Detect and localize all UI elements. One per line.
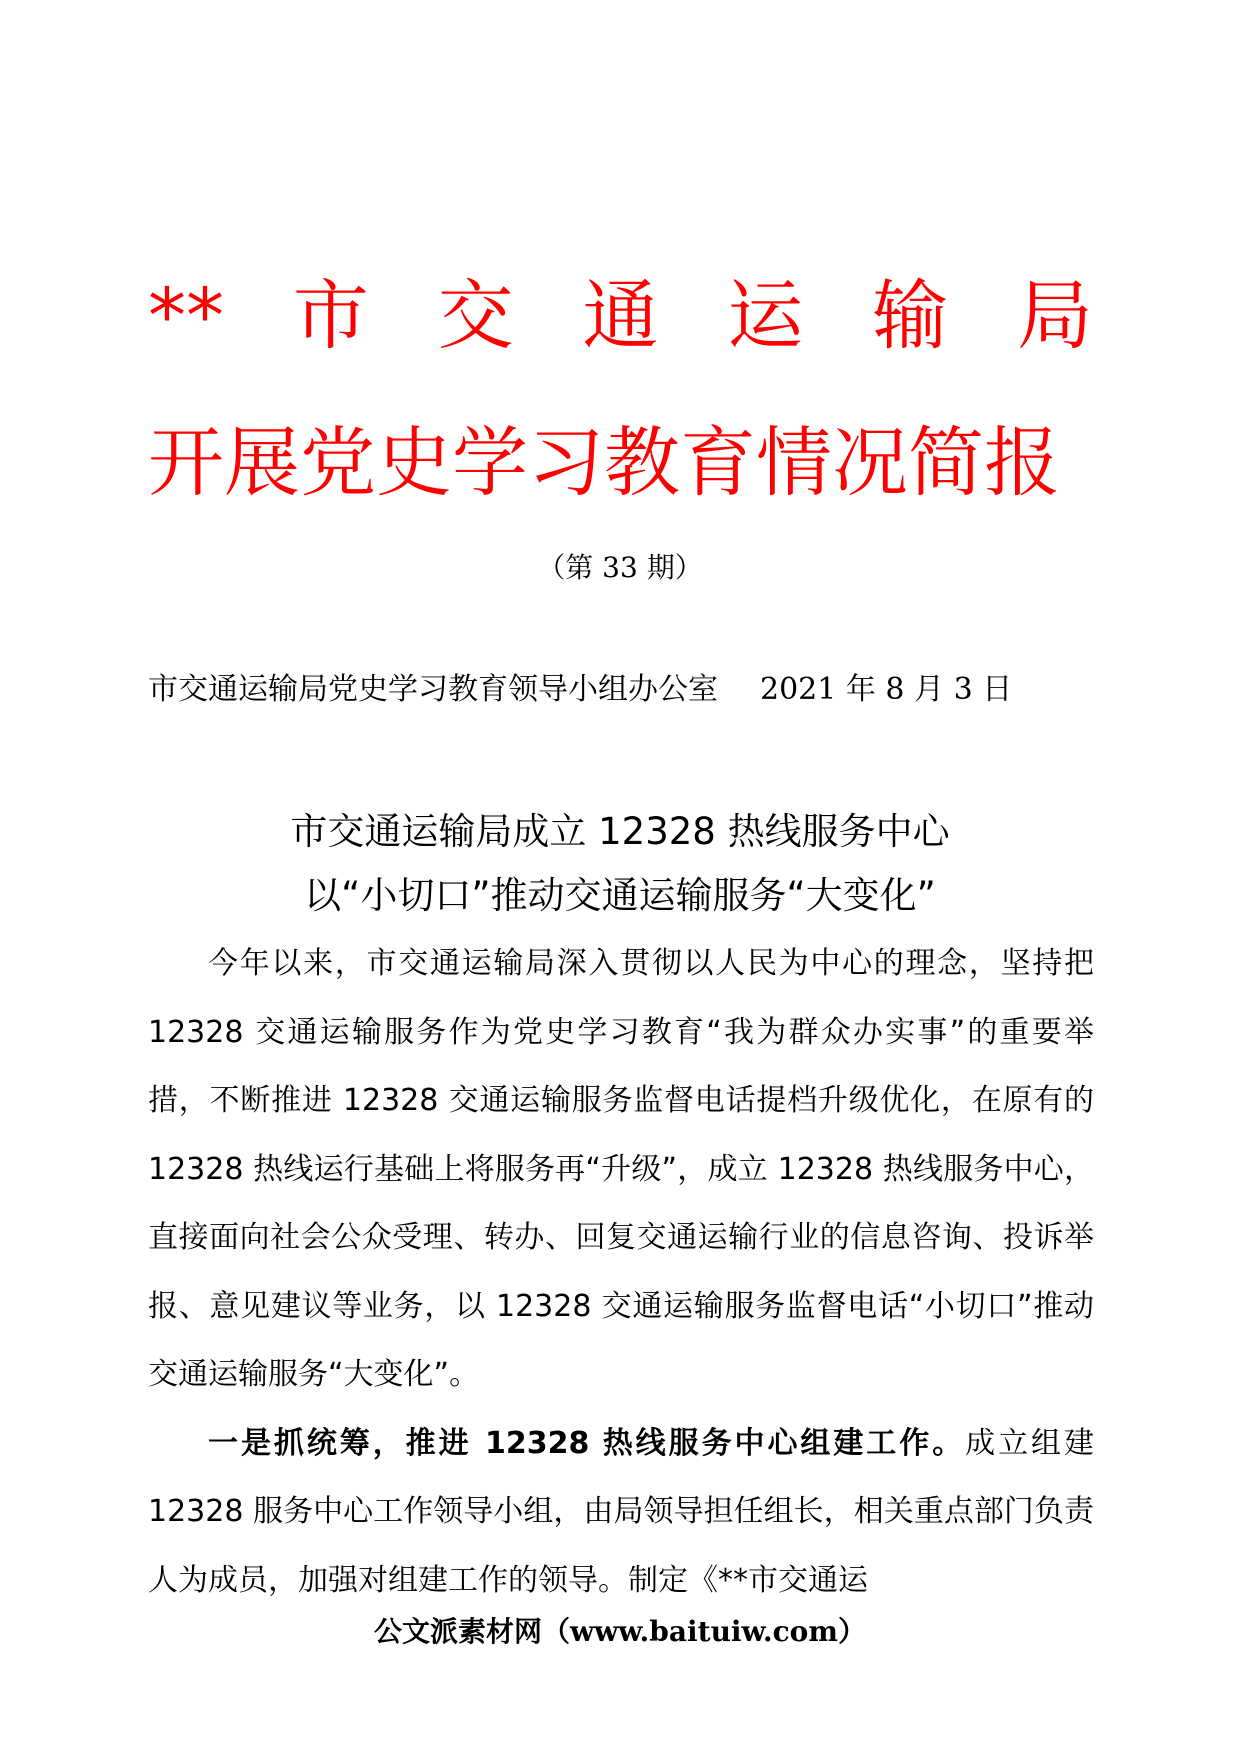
- article-body: [148, 930, 1094, 1615]
- title-part: 运: [727, 271, 804, 360]
- title-part: 通: [582, 271, 659, 360]
- issuer-organization: 市交通运输局党史学习教育领导小组办公室: [148, 672, 718, 707]
- paragraph-text: 成立组建 12328 服务中心工作领导小组，由局领导担任组长，相关重点部门负责人为成员，加强对组建工作的领导。制定《**市交通运: [148, 1425, 1094, 1598]
- body-paragraph-2: [148, 1410, 1094, 1616]
- article-title-line2: 以“小切口”推动交通运输服务“大变化”: [304, 874, 936, 917]
- article-title: [0, 800, 1240, 928]
- title-part: 输: [872, 271, 949, 360]
- issue-date: 2021 年 8 月 3 日: [760, 672, 1013, 707]
- report-title-line2: 开展党史学习教育情况简报: [148, 418, 1060, 507]
- article-title-line1: 市交通运输局成立 12328 热线服务中心: [290, 810, 950, 853]
- issue-number: （第 33 期）: [537, 551, 703, 584]
- body-paragraph-1: 今年以来，市交通运输局深入贯彻以人民为中心的理念，坚持把 12328 交通运输服务作为党史学习教育“我为群众办实事”的重要举措，不断推进 12328 交通运输服务监督电话提档升级优化，在原有的 12328 热线运行基础上将服务再“升级”，成立 12328 热线服务中心，直接面向社会公众受理、转办、回复交通运输行业的信息咨询、投诉举报、意见建议等业务，以 12328 交通运输服务监督电话“小切口”推动交通运输服务“大变化”。: [148, 946, 1094, 1392]
- paragraph-heading: 一是抓统筹，推进 12328 热线服务中心组建工作。: [208, 1425, 966, 1461]
- title-part: **: [148, 271, 224, 360]
- issuer-line: [148, 668, 1108, 712]
- title-part: 局: [1016, 271, 1093, 360]
- title-part: 市: [292, 271, 369, 360]
- footer-source: 公文派素材网（www.baituiw.com）: [374, 1615, 866, 1648]
- report-title-line1: [148, 268, 1093, 364]
- title-part: 交: [437, 271, 514, 360]
